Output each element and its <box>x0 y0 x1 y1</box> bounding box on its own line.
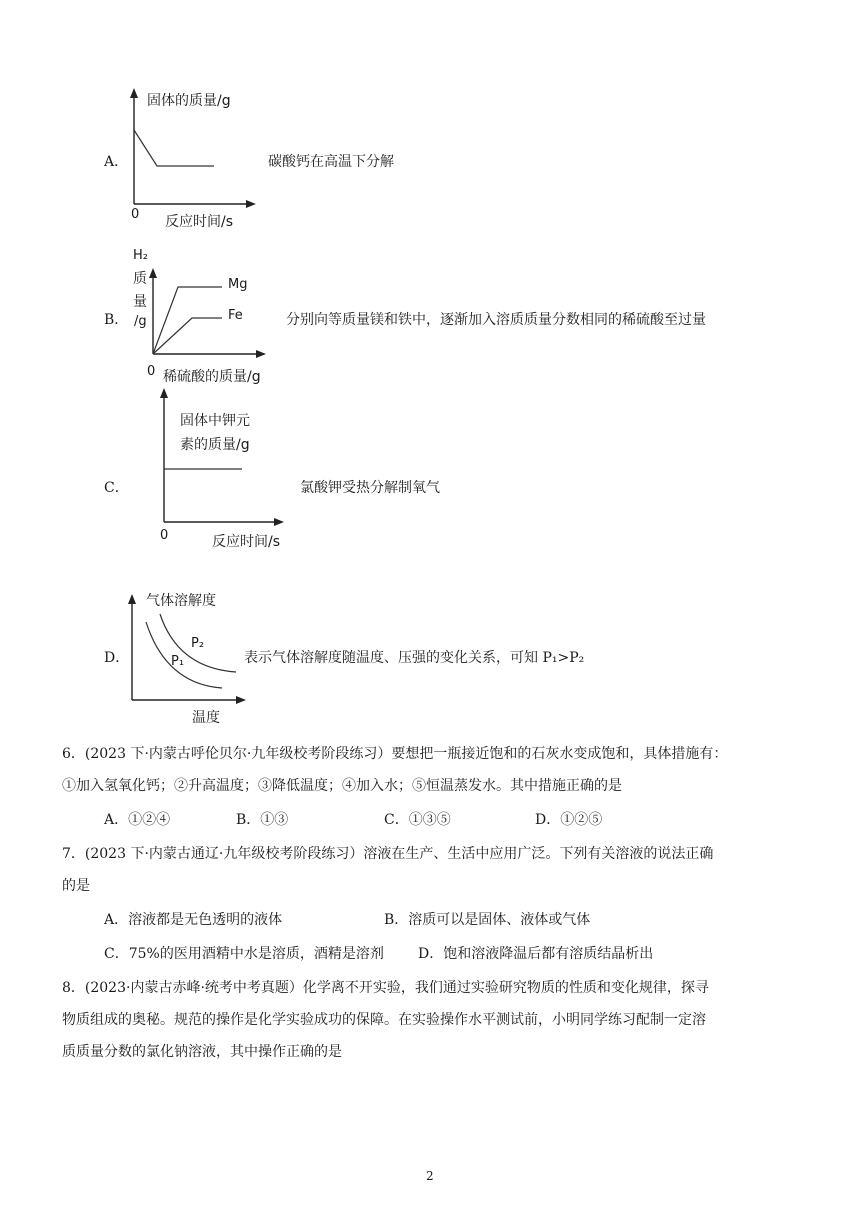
question-8-stem-line2: 物质组成的奥秘。规范的操作是化学实验成功的保障。在实验操作水平测试前，小明同学练习配制一定溶 <box>62 1012 706 1028</box>
question-7-option-a: A．溶液都是无色透明的液体 <box>104 912 283 928</box>
option-b-origin: 0 <box>147 364 156 379</box>
option-b-ylabel-2: 质 <box>133 271 147 287</box>
option-b-xlabel: 稀硫酸的质量/g <box>163 369 261 385</box>
option-d-curve-p1: P₁ <box>171 654 185 669</box>
question-7-option-b: B．溶质可以是固体、液体或气体 <box>384 912 591 928</box>
option-c-xlabel: 反应时间/s <box>212 534 281 550</box>
question-7-stem-line2: 的是 <box>62 878 90 894</box>
option-c-description: 氯酸钾受热分解制氧气 <box>300 480 440 496</box>
question-8-stem-line3: 质质量分数的氯化钠溶液，其中操作正确的是 <box>62 1044 342 1060</box>
question-7-stem-line1: 7．(2023 下·内蒙古通辽·九年级校考阶段练习）溶液在生产、生活中应用广泛。下列有关溶液的说法正确 <box>62 846 714 862</box>
page-number: 2 <box>426 1169 434 1183</box>
option-b-series-mg: Mg <box>228 277 248 292</box>
option-a-origin: 0 <box>131 207 140 222</box>
option-d-letter: D． <box>104 650 130 666</box>
option-d-xlabel: 温度 <box>192 710 220 726</box>
option-b-letter: B． <box>104 312 129 328</box>
question-6-stem-line1: 6．(2023 下·内蒙古呼伦贝尔·九年级校考阶段练习）要想把一瓶接近饱和的石灰水变成饱和，具体措施有： <box>62 746 728 762</box>
question-6-stem-line2: ①加入氢氧化钙；②升高温度；③降低温度；④加入水；⑤恒温蒸发水。其中措施正确的是 <box>62 778 622 794</box>
question-7-option-d: D．饱和溶液降温后都有溶质结晶析出 <box>418 946 654 962</box>
option-a-description: 碳酸钙在高温下分解 <box>268 154 394 170</box>
question-6-option-b: B．①③ <box>236 812 289 828</box>
question-6-option-d: D．①②⑤ <box>535 812 603 828</box>
question-7-option-c: C．75%的医用酒精中水是溶质，酒精是溶剂 <box>104 946 384 962</box>
option-c-origin: 0 <box>160 528 169 543</box>
option-c-ylabel-1: 固体中钾元 <box>180 413 250 429</box>
option-d-graph <box>0 0 860 1</box>
question-6-option-c: C．①③⑤ <box>384 812 451 828</box>
question-8-stem-line1: 8．(2023·内蒙古赤峰·统考中考真题）化学离不开实验，我们通过实验研究物质的性质和变化规律，探寻 <box>62 980 709 996</box>
option-c-ylabel-2: 素的质量/g <box>180 437 250 453</box>
option-b-description: 分别向等质量镁和铁中，逐渐加入溶质质量分数相同的稀硫酸至过量 <box>286 312 706 328</box>
option-c-letter: C． <box>104 480 129 496</box>
option-d-description: 表示气体溶解度随温度、压强的变化关系，可知 P₁>P₂ <box>244 650 585 666</box>
option-b-ylabel-3: 量 <box>133 294 147 310</box>
option-b-series-fe: Fe <box>228 308 243 323</box>
option-a-xlabel: 反应时间/s <box>165 214 234 230</box>
option-d-ylabel: 气体溶解度 <box>146 593 216 609</box>
option-b-ylabel-4: /g <box>134 314 147 329</box>
option-d-curve-p2: P₂ <box>191 636 205 651</box>
option-a-letter: A． <box>104 154 129 170</box>
option-a-ylabel: 固体的质量/g <box>147 93 231 109</box>
question-6-option-a: A．①②④ <box>104 812 171 828</box>
option-b-ylabel-h2: H₂ <box>133 248 148 263</box>
